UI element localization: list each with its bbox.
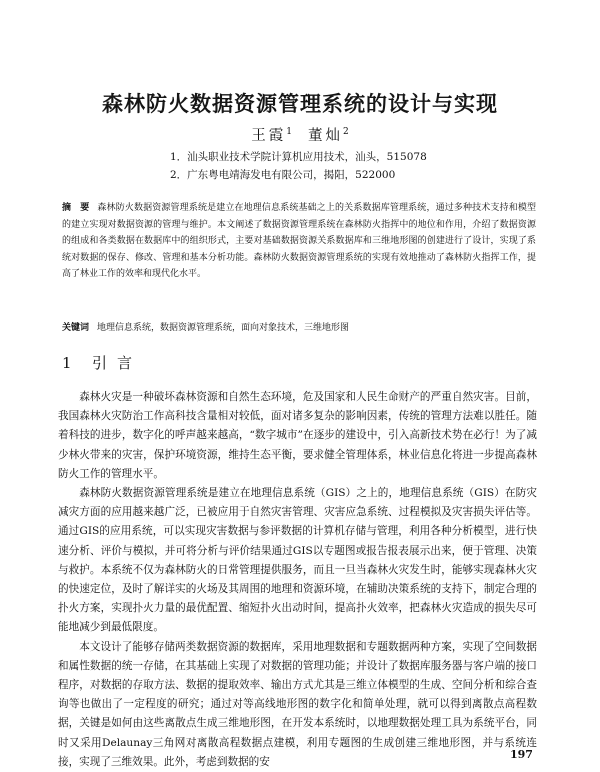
paper-title: 森林防火数据资源管理系统的设计与实现 bbox=[102, 92, 498, 116]
body-text bbox=[58, 388, 537, 772]
author-affiliation-marker: 1 bbox=[286, 127, 292, 138]
author-affiliation-marker: 2 bbox=[343, 127, 349, 138]
section-number: 1 bbox=[62, 354, 72, 372]
affiliation: 2．广东粤电靖海发电有限公司，揭阳，522000 bbox=[170, 169, 396, 181]
author-line bbox=[0, 124, 600, 145]
paragraph: 森林火灾是一种破坏森林资源和自然生态环境，危及国家和人民生命财产的严重自然灾害。目前，我国森林火灾防治工作高科技含量相对较低，面对诸多复杂的影响因素，传统的管理方法难以胜任。随着科技的进步，数字化的呼声越来越高，“数字城市”在逐步的建设中，引入高新技术势在必行！为了减少林火带来的灾害，保护环境资源，维持生态平衡，要求健全管理体系，林业信息化将进一步提高森林防火工作的管理水平。 bbox=[58, 391, 537, 480]
keywords-text: 地理信息系统，数据资源管理系统，面向对象技术，三维地形图 bbox=[97, 323, 350, 333]
paragraph: 森林防火数据资源管理系统是建立在地理信息系统（GIS）之上的，地理信息系统（GIS）在防灾减灾方面的应用越来越广泛，已被应用于自然灾害管理、灾害应急系统、过程模拟及灾害损失评估等。通过GIS的应用系统，可以实现灾害数据与参评数据的计算机存储与管理，利用各种分析模型，进行快速分析、评价与模拟，并可将分析与评价结果通过GIS以专题图或报告报表展示出来，便于管理、决策与救护。本系统不仅为森林防火的日常管理提供服务，而且一旦当森林火灾发生时，能够实现森林火灾的快速定位，及时了解详实的火场及其周围的地理和资源环境，在辅助决策系统的支持下，制定合理的扑火方案，实现扑火力量的最优配置、缩短扑火出动时间，提高扑火效率，把森林火灾造成的损失尽可能地减少到最低限度。 bbox=[58, 487, 537, 634]
affiliation: 1．汕头职业技术学院计算机应用技术，汕头，515078 bbox=[170, 151, 427, 163]
page-number: 197 bbox=[510, 748, 533, 761]
abstract-text: 森林防火数据资源管理系统是建立在地理信息系统基础之上的关系数据库管理系统，通过多种技术支持和模型的建立实现对数据资源的管理与维护。本文阐述了数据资源管理系统在森林防火指挥中的地位和作用，介绍了数据资源的组成和各类数据在数据库中的组织形式，主要对基础数据资源关系数据库和三维地形图的创建进行了设计，实现了系统对数据的保存、修改、管理和基本分析功能。森林防火数据资源管理系统的实现有效地推动了森林防火指挥工作，提高了林业工作的效率和现代化水平。 bbox=[62, 203, 536, 279]
author-name: 董灿 bbox=[308, 128, 343, 144]
keywords-label: 关键词 bbox=[62, 323, 90, 333]
abstract-label: 摘 要 bbox=[62, 203, 90, 213]
keywords bbox=[62, 320, 536, 333]
section-heading bbox=[62, 352, 142, 373]
author-name: 王霞 bbox=[251, 128, 287, 144]
paragraph: 本文设计了能够存储两类数据资源的数据库，采用地理数据和专题数据两种方案，实现了空间数据和属性数据的统一存储，在其基础上实现了对数据的管理功能；并设计了数据库服务器与客户端的接口程序，对数据的存取方法、数据的提取效率、输出方式尤其是三维立体模型的生成、空间分析和综合查询等也做出了一定程度的研究；通过对等高线地形图的数字化和简单处理，就可以得到离散点高程数据，关键是如何由这些离散点生成三维地形图，在开发本系统时，以地理数据处理工具为系统平台，同时又采用Delaunay三角网对离散高程数据点建模，利用专题图的生成创建三维地形图，并与系统连接，实现了三维效果。此外，考虑到数据的安 bbox=[58, 640, 537, 768]
abstract bbox=[62, 200, 536, 283]
section-title: 引言 bbox=[92, 354, 143, 372]
